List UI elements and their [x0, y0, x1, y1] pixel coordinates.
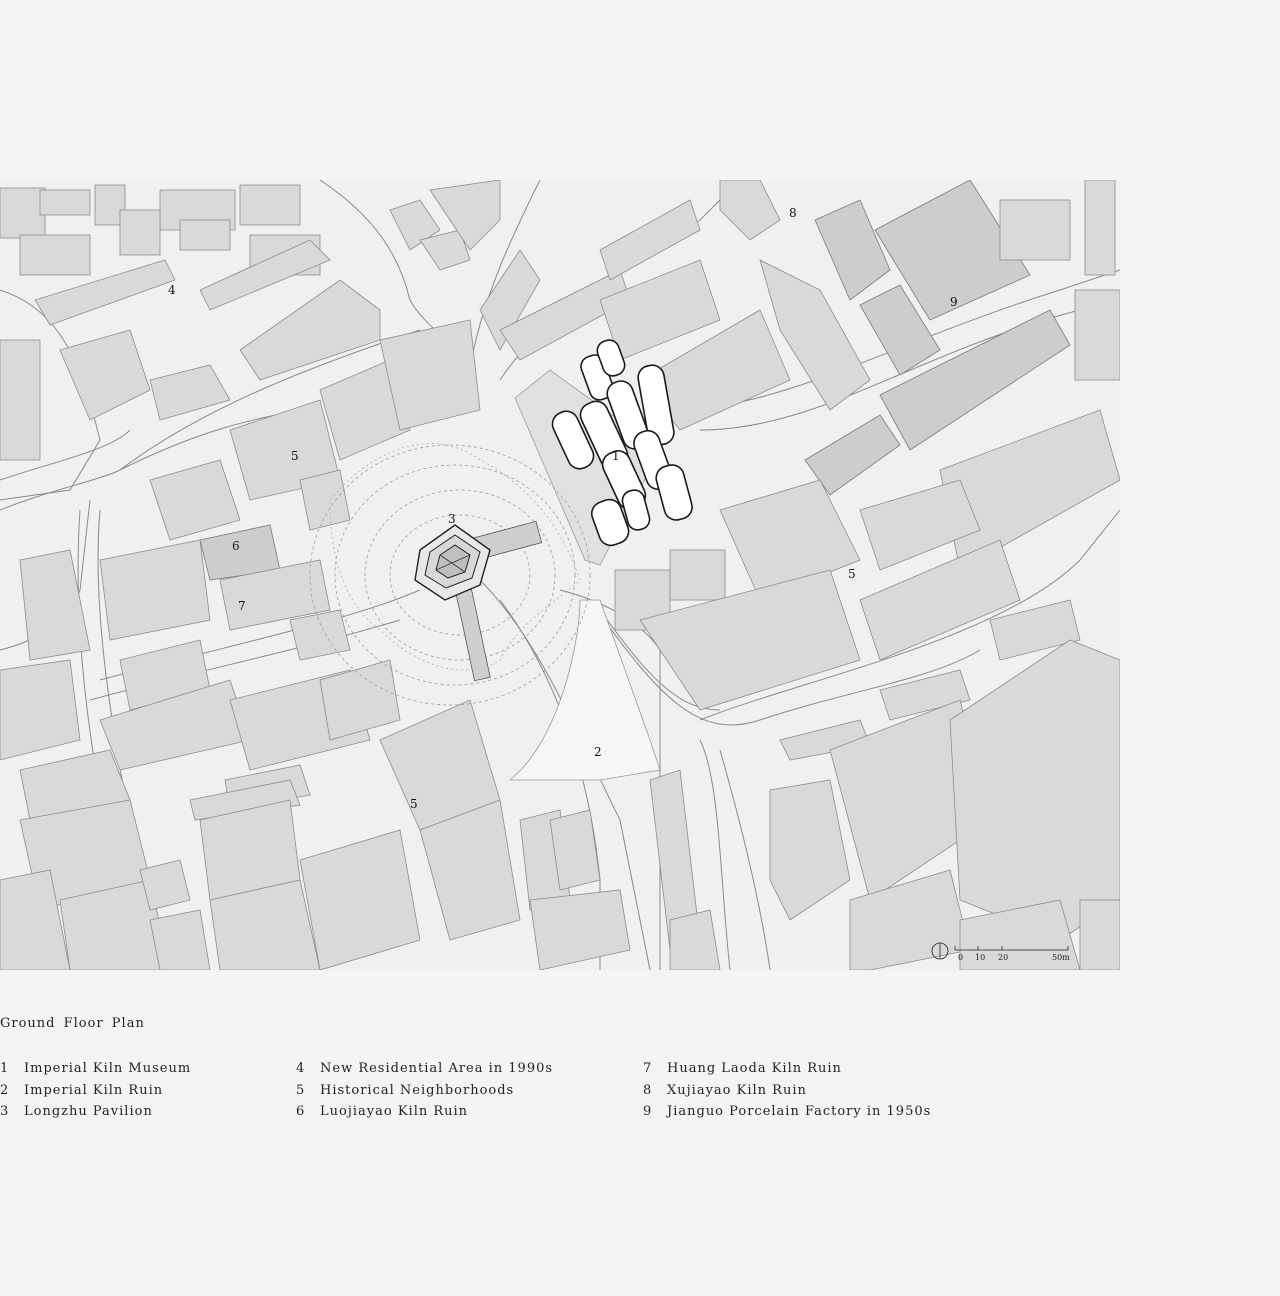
map-label-5-south: 5 — [410, 797, 418, 811]
legend-label: Xujiayao Kiln Ruin — [667, 1082, 807, 1098]
longzhu-pavilion — [415, 521, 542, 680]
legend-label: Luojiayao Kiln Ruin — [320, 1104, 469, 1120]
legend-label: New Residential Area in 1990s — [320, 1061, 554, 1077]
legend-label: Imperial Kiln Museum — [24, 1061, 192, 1077]
legend-column-3 — [643, 1058, 931, 1123]
legend-item — [0, 1080, 191, 1102]
legend-number: 9 — [643, 1104, 653, 1120]
site-plan-drawing — [0, 180, 1120, 970]
map-label-6: 6 — [232, 539, 240, 553]
legend-number: 6 — [296, 1104, 306, 1120]
legend-number: 1 — [0, 1061, 10, 1077]
legend-label: Huang Laoda Kiln Ruin — [667, 1061, 842, 1077]
legend-number: 3 — [0, 1104, 10, 1120]
legend-label: Longzhu Pavilion — [24, 1104, 153, 1120]
legend-item — [643, 1058, 931, 1080]
legend-item — [0, 1101, 191, 1123]
map-label-2: 2 — [594, 745, 602, 759]
map-label-5-west: 5 — [291, 449, 299, 463]
scale-tick-20: 20 — [998, 953, 1009, 962]
map-label-9: 9 — [950, 295, 958, 309]
map-label-7: 7 — [238, 599, 246, 613]
legend-item — [296, 1080, 553, 1102]
legend-item — [643, 1101, 931, 1123]
legend-column-1 — [0, 1058, 191, 1123]
legend-item — [296, 1058, 553, 1080]
legend-number: 7 — [643, 1061, 653, 1077]
legend-number: 4 — [296, 1061, 306, 1077]
map-label-8: 8 — [789, 206, 797, 220]
legend-label: Imperial Kiln Ruin — [24, 1082, 164, 1098]
legend-item — [296, 1101, 553, 1123]
scale-tick-10: 10 — [975, 953, 986, 962]
map-label-5-east: 5 — [848, 567, 856, 581]
legend-label: Historical Neighborhoods — [320, 1082, 515, 1098]
map-label-4: 4 — [168, 283, 176, 297]
site-plan-map — [0, 180, 1120, 970]
legend-number: 8 — [643, 1082, 653, 1098]
map-label-1: 1 — [612, 449, 620, 463]
map-label-3: 3 — [448, 512, 456, 526]
legend-item — [643, 1080, 931, 1102]
legend-label: Jianguo Porcelain Factory in 1950s — [667, 1104, 932, 1120]
scale-tick-50m: 50m — [1052, 953, 1070, 962]
legend-column-2 — [296, 1058, 553, 1123]
legend-number: 5 — [296, 1082, 306, 1098]
legend-item — [0, 1058, 191, 1080]
plan-title: Ground Floor Plan — [0, 1016, 145, 1031]
scale-tick-0: 0 — [958, 953, 964, 962]
legend-number: 2 — [0, 1082, 10, 1098]
